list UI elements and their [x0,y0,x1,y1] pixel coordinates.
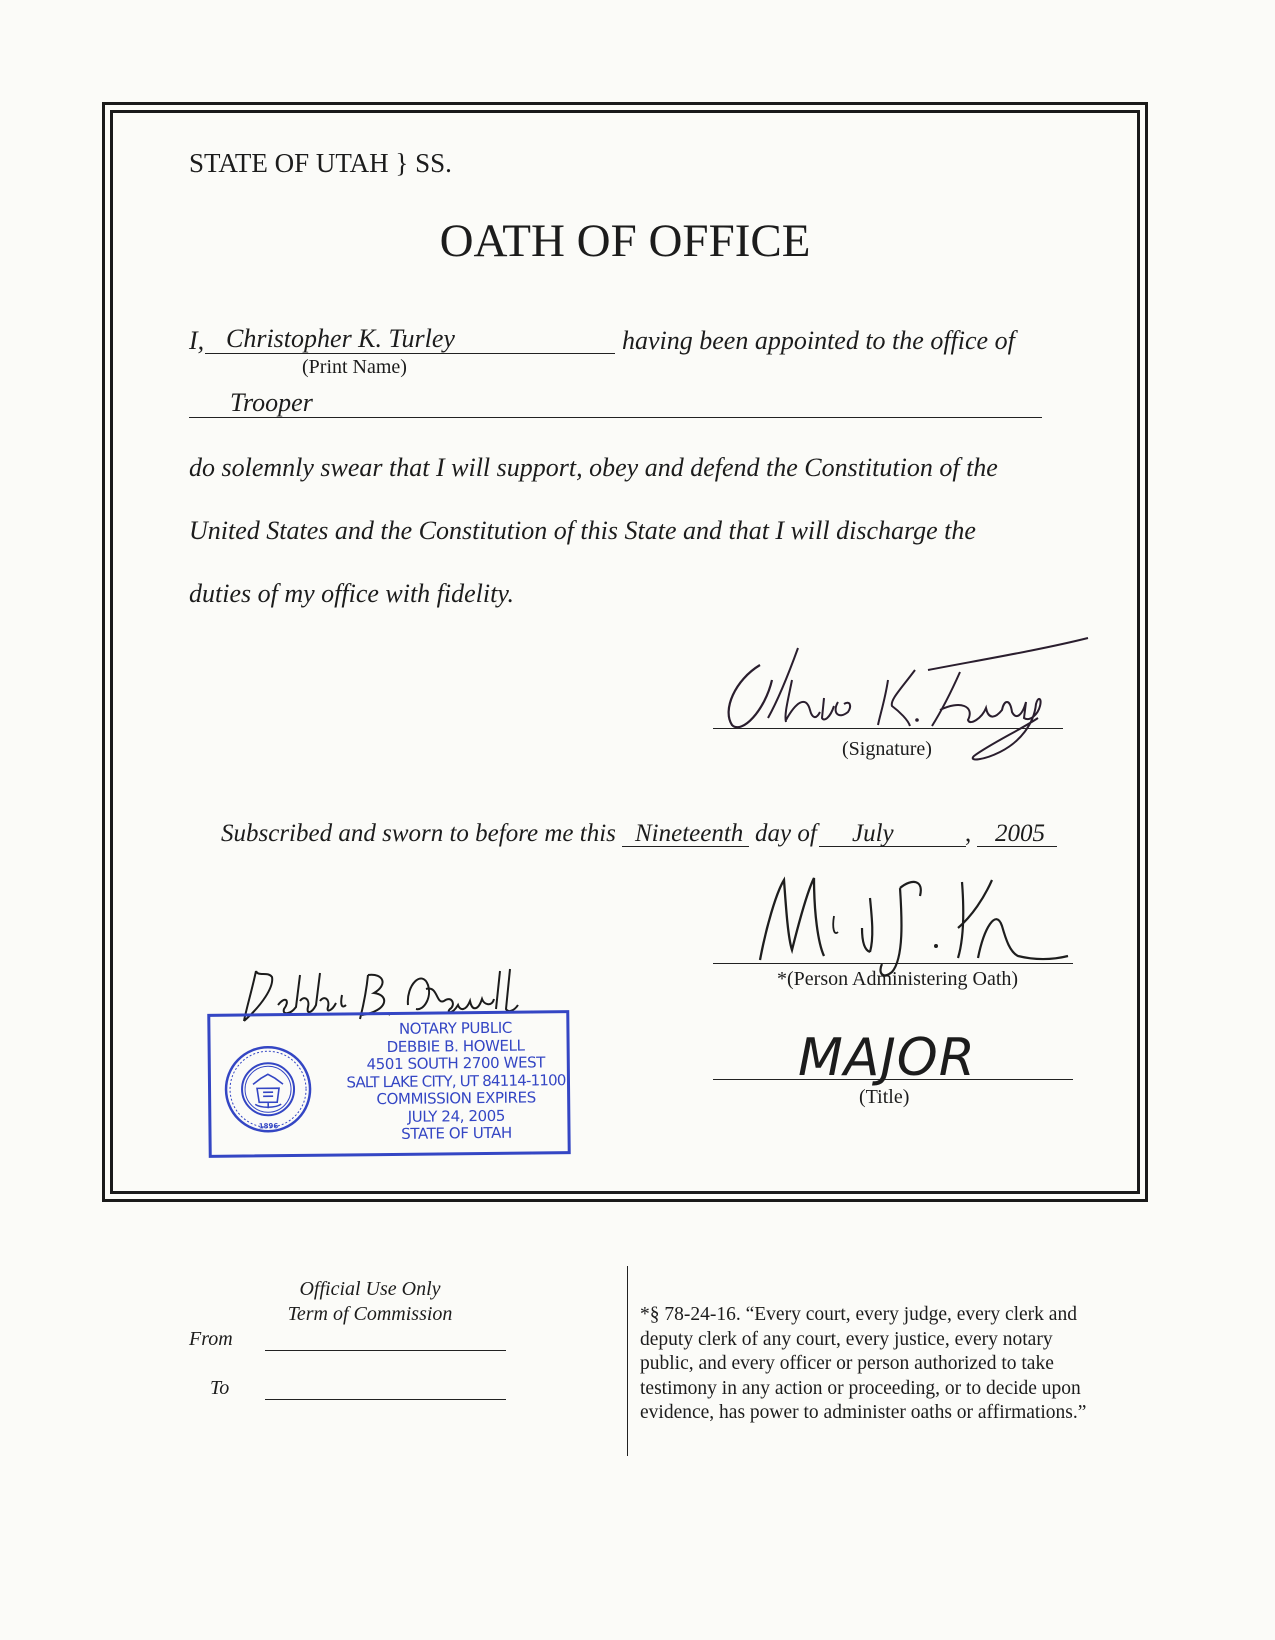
stamp-line-city: SALT LAKE CITY, UT 84114-1100 [346,1070,566,1091]
administrator-signature [752,868,1082,978]
footnote-line: testimony in any action or proceeding, or to decide upon [640,1377,1081,1399]
oath-line-1: do solemnly swear that I will support, obey and defend the Constitution of the [189,453,998,482]
printed-name: Christopher K. Turley [226,324,455,353]
notary-stamp-text [340,1019,571,1144]
stamp-line-name: DEBBIE B. HOWELL [386,1036,525,1056]
from-label: From [189,1328,233,1350]
print-name-caption: (Print Name) [302,356,407,378]
appointed-text: having been appointed to the office of [622,326,1015,355]
footnote-line: evidence, has power to administer oaths or affirmations.” [640,1402,1087,1423]
footer-divider [627,1266,628,1456]
to-field-line [265,1399,506,1400]
oath-line-3: duties of my office with fidelity. [189,579,514,608]
stamp-line-state: STATE OF UTAH [401,1123,512,1143]
stamp-line-expiry: JULY 24, 2005 [407,1106,506,1126]
document-title: OATH OF OFFICE [439,215,811,267]
venue-line: STATE OF UTAH } SS. [189,148,452,178]
oath-line-2: United States and the Constitution of this State and that I will discharge the [189,516,976,545]
office-field-line [189,417,1042,418]
state-seal-icon [223,1044,314,1135]
sworn-day: Nineteenth [635,820,744,847]
oath-prefix: I, [189,326,205,355]
notary-stamp [207,1010,570,1158]
stamp-line-street: 4501 SOUTH 2700 WEST [366,1053,546,1074]
day-of-text: day of [755,820,817,847]
sworn-month: July [852,820,894,847]
signature-caption: (Signature) [842,738,932,760]
title-caption: (Title) [859,1086,910,1108]
sworn-lead: Subscribed and sworn to before me this [221,820,616,847]
stamp-line-notary: NOTARY PUBLIC [398,1018,513,1038]
sworn-year: 2005 [995,820,1045,847]
administrator-caption: *(Person Administering Oath) [777,968,1019,990]
official-use-heading: Official Use Only [299,1278,441,1300]
term-of-commission-heading: Term of Commission [287,1303,453,1325]
footnote-line: deputy clerk of any court, every justice, every notary [640,1328,1053,1350]
office-value: Trooper [230,388,313,417]
stamp-line-commission: COMMISSION EXPIRES [376,1088,536,1109]
from-field-line [265,1350,506,1351]
footnote-line: public, and every officer or person authorized to take [640,1353,1054,1374]
administrator-title: MAJOR [798,1028,976,1088]
to-label: To [210,1377,230,1399]
seal-year: 1896 [258,1122,279,1131]
date-comma: , [965,820,972,847]
footnote-line: *§ 78-24-16. “Every court, every judge, every clerk and [640,1304,1077,1325]
statute-footnote [640,1303,1086,1426]
